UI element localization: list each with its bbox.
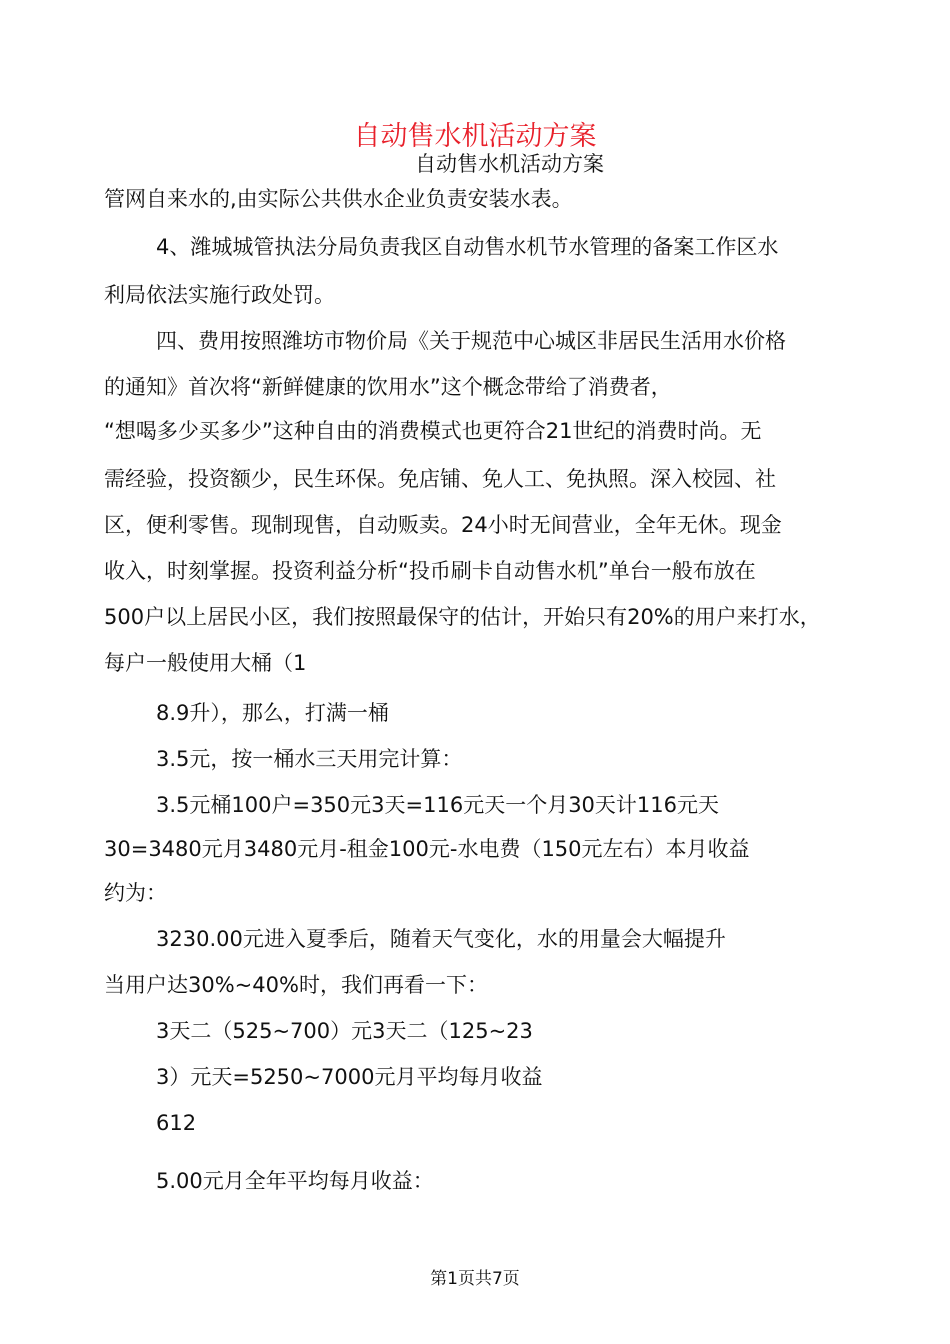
paragraph-line: 3230.00元进入夏季后，随着天气变化，水的用量会大幅提升 [156, 927, 726, 951]
document-subtitle: 自动售水机活动方案 [415, 152, 604, 176]
paragraph-line: 管网自来水的,由实际公共供水企业负责安装水表。 [104, 187, 573, 211]
paragraph-line: 500户以上居民小区，我们按照最保守的估计，开始只有20%的用户来打水， [104, 605, 821, 629]
document-title: 自动售水机活动方案 [353, 121, 597, 152]
page-footer: 第1页共7页 [430, 1269, 520, 1289]
paragraph-line: 3.5元桶100户=350元3天=116元天一个月30天计116元天 [156, 793, 719, 817]
paragraph-line: “想喝多少买多少”这种自由的消费模式也更符合21世纪的消费时尚。无 [104, 419, 762, 443]
paragraph-line: 收入，时刻掌握。投资利益分析“投币刷卡自动售水机”单台一般布放在 [104, 559, 756, 583]
paragraph-line: 需经验，投资额少，民生环保。免店铺、免人工、免执照。深入校园、社 [104, 467, 776, 491]
paragraph-line: 利局依法实施行政处罚。 [104, 283, 335, 307]
paragraph-line: 5.00元月全年平均每月收益： [156, 1169, 434, 1193]
paragraph-line: 3）元天=5250~7000元月平均每月收益 [156, 1065, 543, 1089]
paragraph-line: 区，便利零售。现制现售，自动贩卖。24小时无间营业，全年无休。现金 [104, 513, 782, 537]
paragraph-line: 的通知》首次将“新鲜健康的饮用水”这个概念带给了消费者， [104, 375, 672, 399]
paragraph-line: 约为： [104, 881, 167, 905]
paragraph-line: 当用户达30%~40%时，我们再看一下： [104, 973, 488, 997]
paragraph-line: 四、费用按照潍坊市物价局《关于规范中心城区非居民生活用水价格 [156, 329, 786, 353]
paragraph-line: 4、潍城城管执法分局负责我区自动售水机节水管理的备案工作区水 [156, 235, 779, 259]
paragraph-line: 每户一般使用大桶（1 [104, 651, 307, 675]
paragraph-line: 612 [156, 1111, 197, 1135]
paragraph-line: 3天二（525~700）元3天二（125~23 [156, 1019, 533, 1043]
paragraph-line: 8.9升），那么，打满一桶 [156, 701, 389, 725]
paragraph-line: 30=3480元月3480元月-租金100元-水电费（150元左右）本月收益 [104, 837, 750, 861]
paragraph-line: 3.5元，按一桶水三天用完计算： [156, 747, 463, 771]
